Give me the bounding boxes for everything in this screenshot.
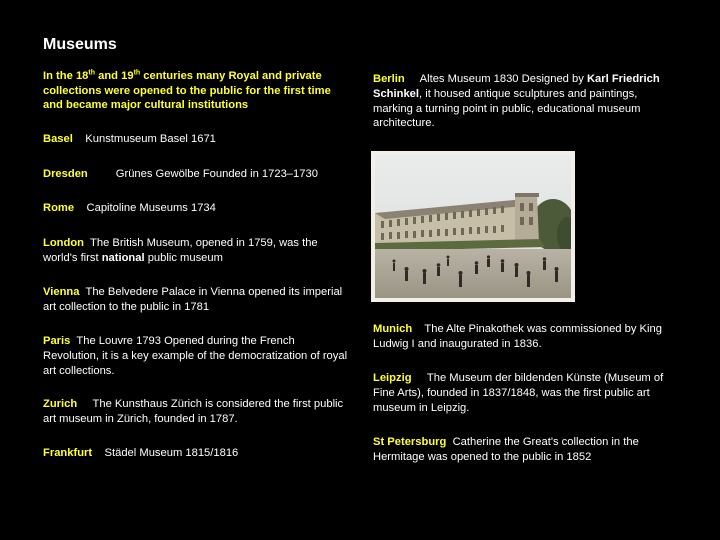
entry-rome: Rome Capitoline Museums 1734: [43, 202, 216, 214]
intro-text: In the 18th and 19th centuries many Royal and private collections were opened to the public for the first time and became major cultural institutions: [43, 69, 331, 112]
city-label: Dresden: [43, 168, 88, 180]
city-label: Frankfurt: [43, 447, 93, 459]
entry-dresden: Dresden Grünes Gewölbe Founded in 1723–1730: [43, 168, 318, 180]
entry-vienna: Vienna The Belvedere Palace in Vienna opened its imperial art collection to the public in 1781: [43, 286, 343, 313]
city-label: London: [43, 237, 85, 249]
museum-building-illustration: [375, 155, 571, 298]
city-label: Munich: [373, 323, 413, 335]
alte-pinakothek-photo: [371, 151, 575, 302]
city-label: Vienna: [43, 286, 80, 298]
entry-st-petersburg: St Petersburg Catherine the Great's collection in the Hermitage was opened to the public in 1852: [373, 436, 639, 463]
city-label: Rome: [43, 202, 75, 214]
entry-munich: Munich The Alte Pinakothek was commissioned by King Ludwig I and inaugurated in 1836.: [373, 323, 662, 350]
city-label: Zurich: [43, 398, 78, 410]
entry-basel: Basel Kunstmuseum Basel 1671: [43, 133, 216, 145]
city-label: Berlin: [373, 73, 405, 85]
city-label: Leipzig: [373, 372, 412, 384]
city-label: Paris: [43, 335, 71, 347]
city-label: Basel: [43, 133, 73, 145]
entry-london: London The British Museum, opened in 1759, was the world's first national public museum: [43, 237, 318, 264]
entry-berlin: Berlin Altes Museum 1830 Designed by Karl Friedrich Schinkel, it housed antique sculptures and paintings, marking a turning point in public, educational museum architecture.: [373, 73, 660, 130]
city-label: St Petersburg: [373, 436, 447, 448]
entry-paris: Paris The Louvre 1793 Opened during the French Revolution, it is a key example of the democratization of royal art collections.: [43, 335, 348, 377]
entry-frankfurt: Frankfurt Städel Museum 1815/1816: [43, 447, 239, 459]
entry-leipzig: Leipzig The Museum der bildenden Künste (Museum of Fine Arts), founded in 1837/1848, was the first public art museum in Leipzig.: [373, 372, 664, 414]
entry-zurich: Zurich The Kunsthaus Zürich is considered the first public art museum in Zürich, founded in 1787.: [43, 398, 344, 425]
slide-title: Museums: [43, 36, 117, 53]
